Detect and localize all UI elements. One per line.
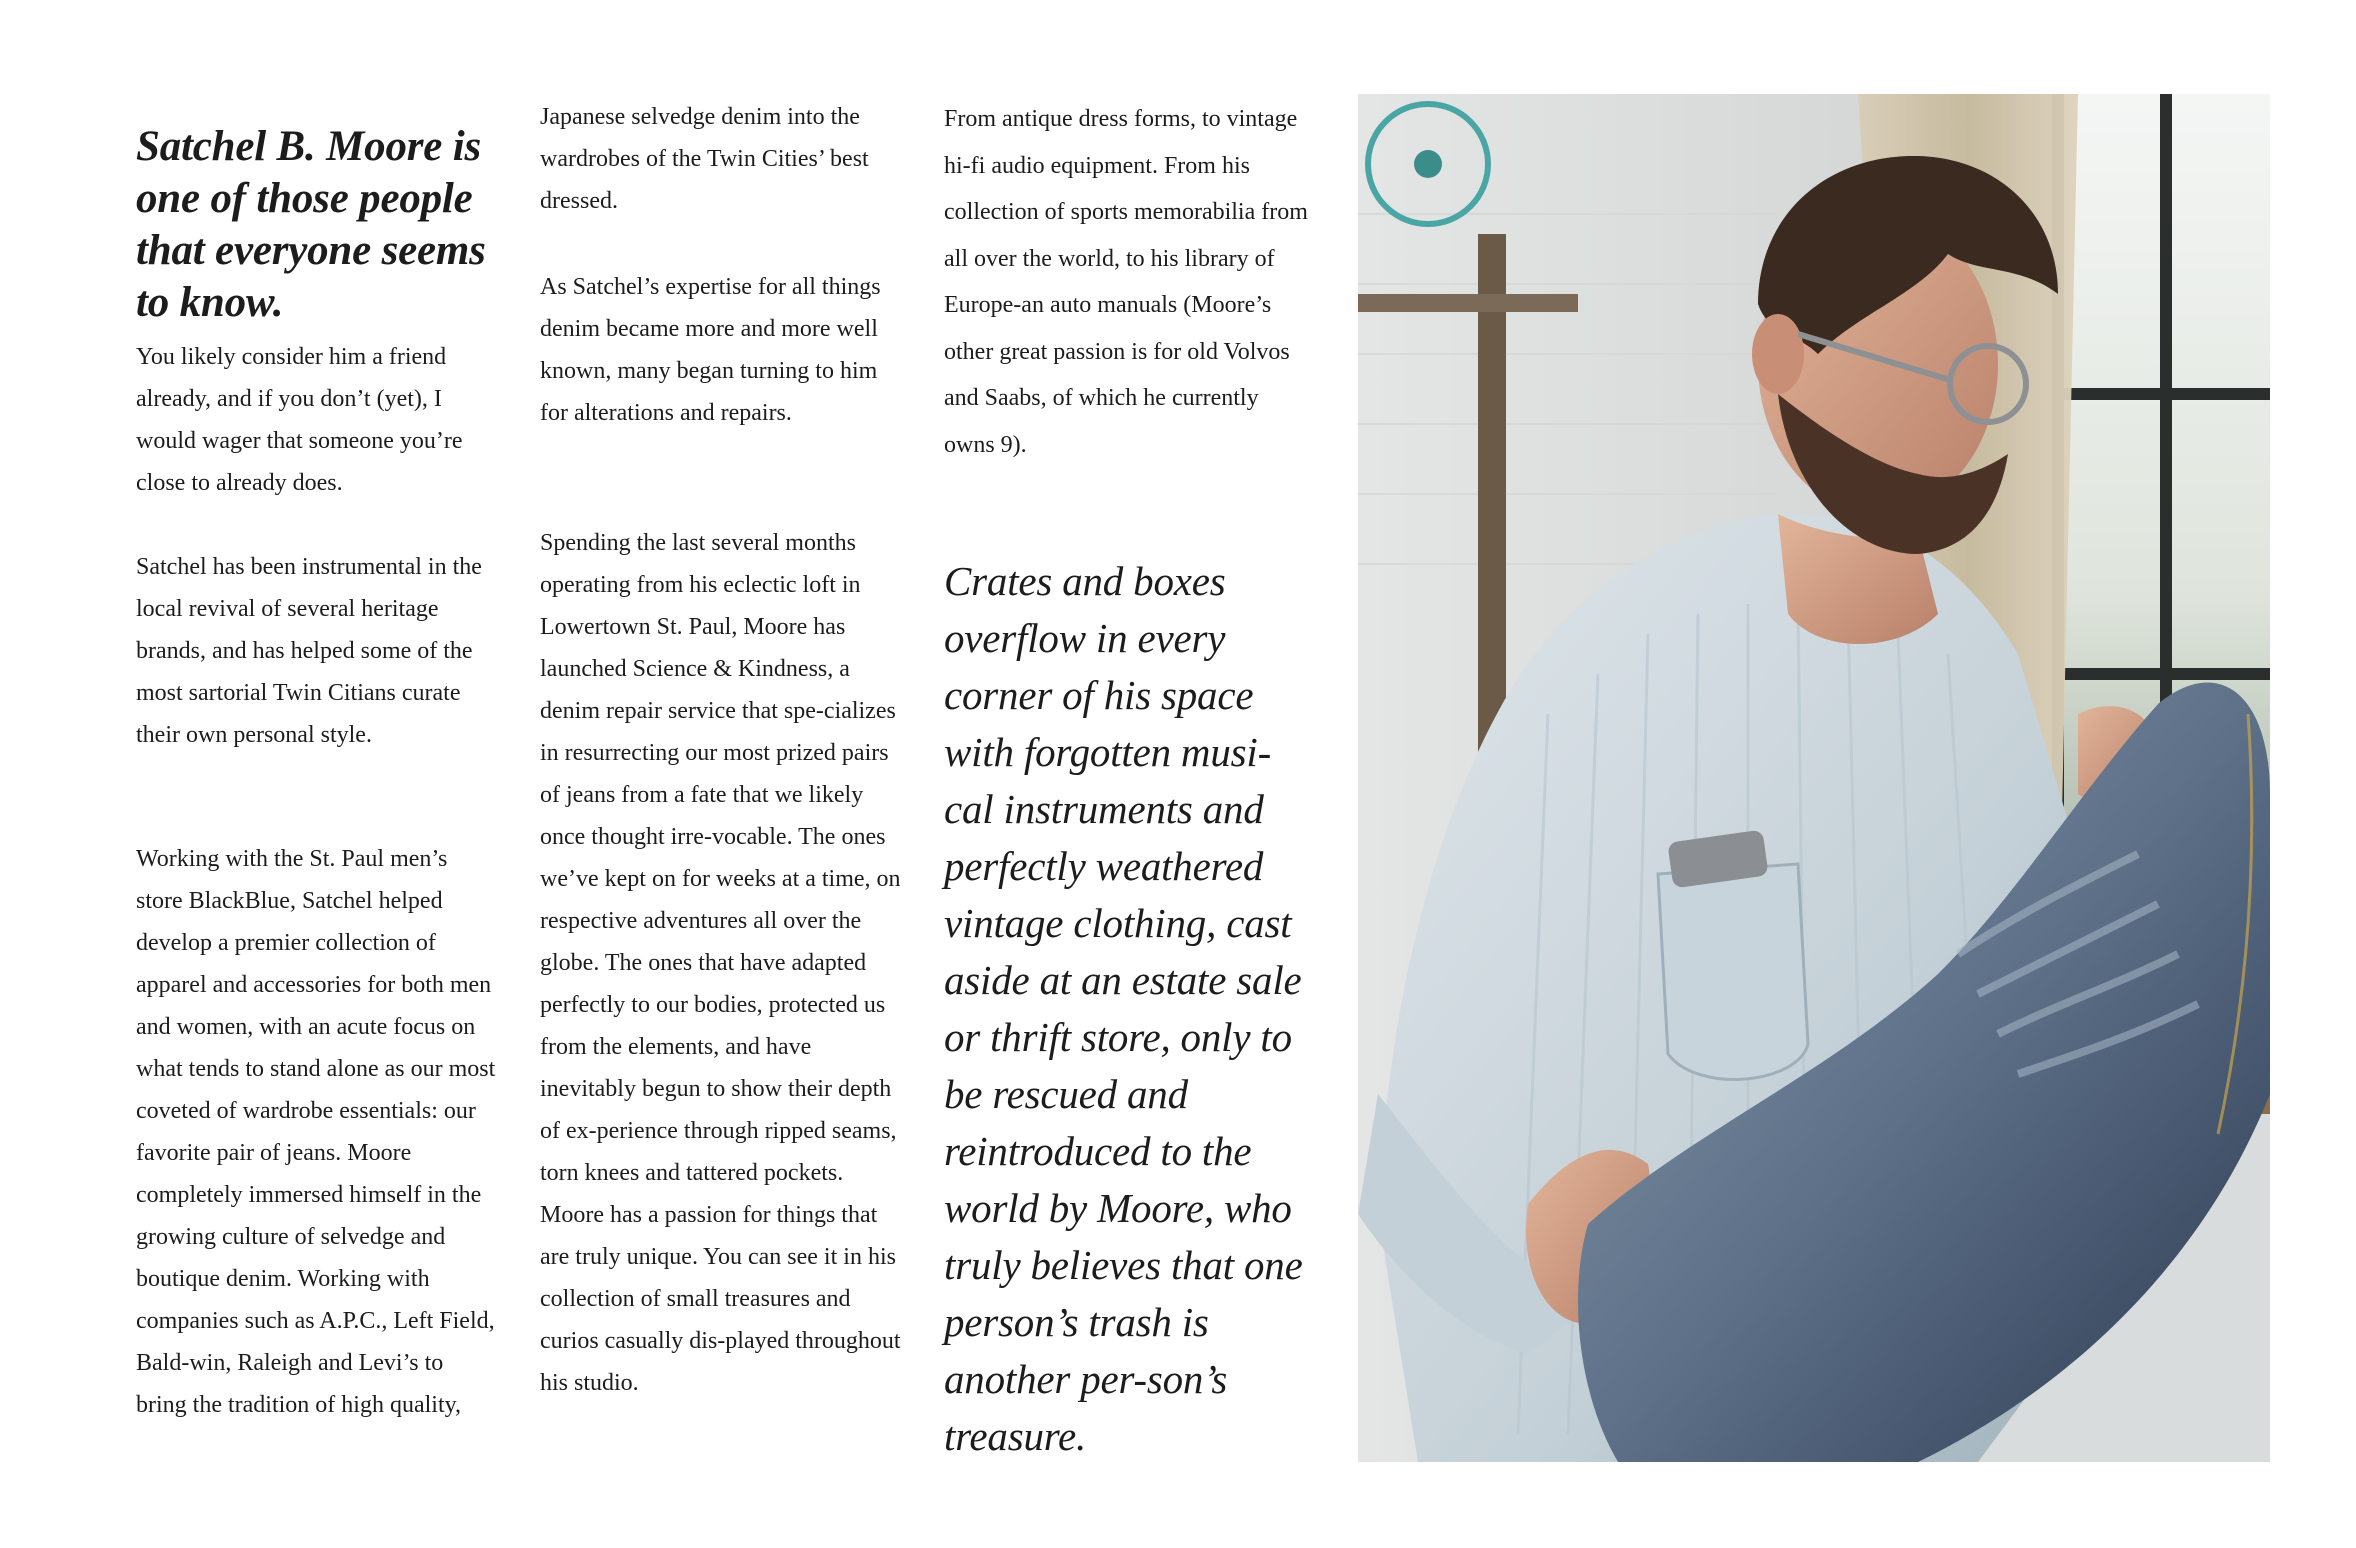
col2-paragraph-1: Japanese selvedge denim into the wardrobes of the Twin Cities’ best dressed. bbox=[540, 104, 869, 214]
pull-quote: Crates and boxes overflow in every corner of his space with forgotten musi-cal instruments and perfectly weathered vintage clothing, cast aside at an estate sale or thrift store, only to be rescued and reintroduced to the world by Moore, who truly believes that one person’s trash is another per-son’s treasure. bbox=[944, 558, 1303, 1459]
col2-paragraph-2: As Satchel’s expertise for all things denim became more and more well known, many began turning to him for alterations and repairs. bbox=[540, 274, 881, 426]
col1-paragraph-3: Working with the St. Paul men’s store BlackBlue, Satchel helped develop a premier collection of apparel and accessories for both men and women, with an acute focus on what tends to stand alone as our most coveted of wardrobe essentials: our favorite pair of jeans. Moore completely immersed himself in the growing culture of selvedge and boutique denim. Working with companies such as A.P.C., Left Field, Bald-win, Raleigh and Levi’s to bring the tradition of high quality, bbox=[136, 846, 496, 1418]
lead-heading: Satchel B. Moore is one of those people that everyone seems to know. bbox=[136, 122, 486, 326]
col3-paragraph-1: From antique dress forms, to vintage hi-fi audio equipment. From his collection of sports memorabilia from all over the world, to his library of Europe-an auto manuals (Moore’s other great passion is for old Volvos and Saabs, of which he currently owns 9). bbox=[944, 106, 1308, 458]
col1-paragraph-2: Satchel has been instrumental in the local revival of several heritage brands, and has helped some of the most sartorial Twin Citians curate their own personal style. bbox=[136, 554, 482, 748]
portrait-photo bbox=[1358, 94, 2270, 1462]
col1-paragraph-1: You likely consider him a friend already, and if you don’t (yet), I would wager that someone you’re close to already does. bbox=[136, 344, 463, 496]
col2-paragraph-3: Spending the last several months operating from his eclectic loft in Lowertown St. Paul, Moore has launched Science & Kindness, a denim repair service that spe-cializes in resurrecting our most prized pairs of jeans from a fate that we likely once thought irre-vocable. The ones we’ve kept on for weeks at a time, on respective adventures all over the globe. The ones that have adapted perfectly to our bodies, protected us from the elements, and have inevitably begun to show their depth of ex-perience through ripped seams, torn knees and tattered pockets. Moore has a passion for things that are truly unique. You can see it in his collection of small treasures and curios casually dis-played throughout his studio. bbox=[540, 530, 901, 1396]
